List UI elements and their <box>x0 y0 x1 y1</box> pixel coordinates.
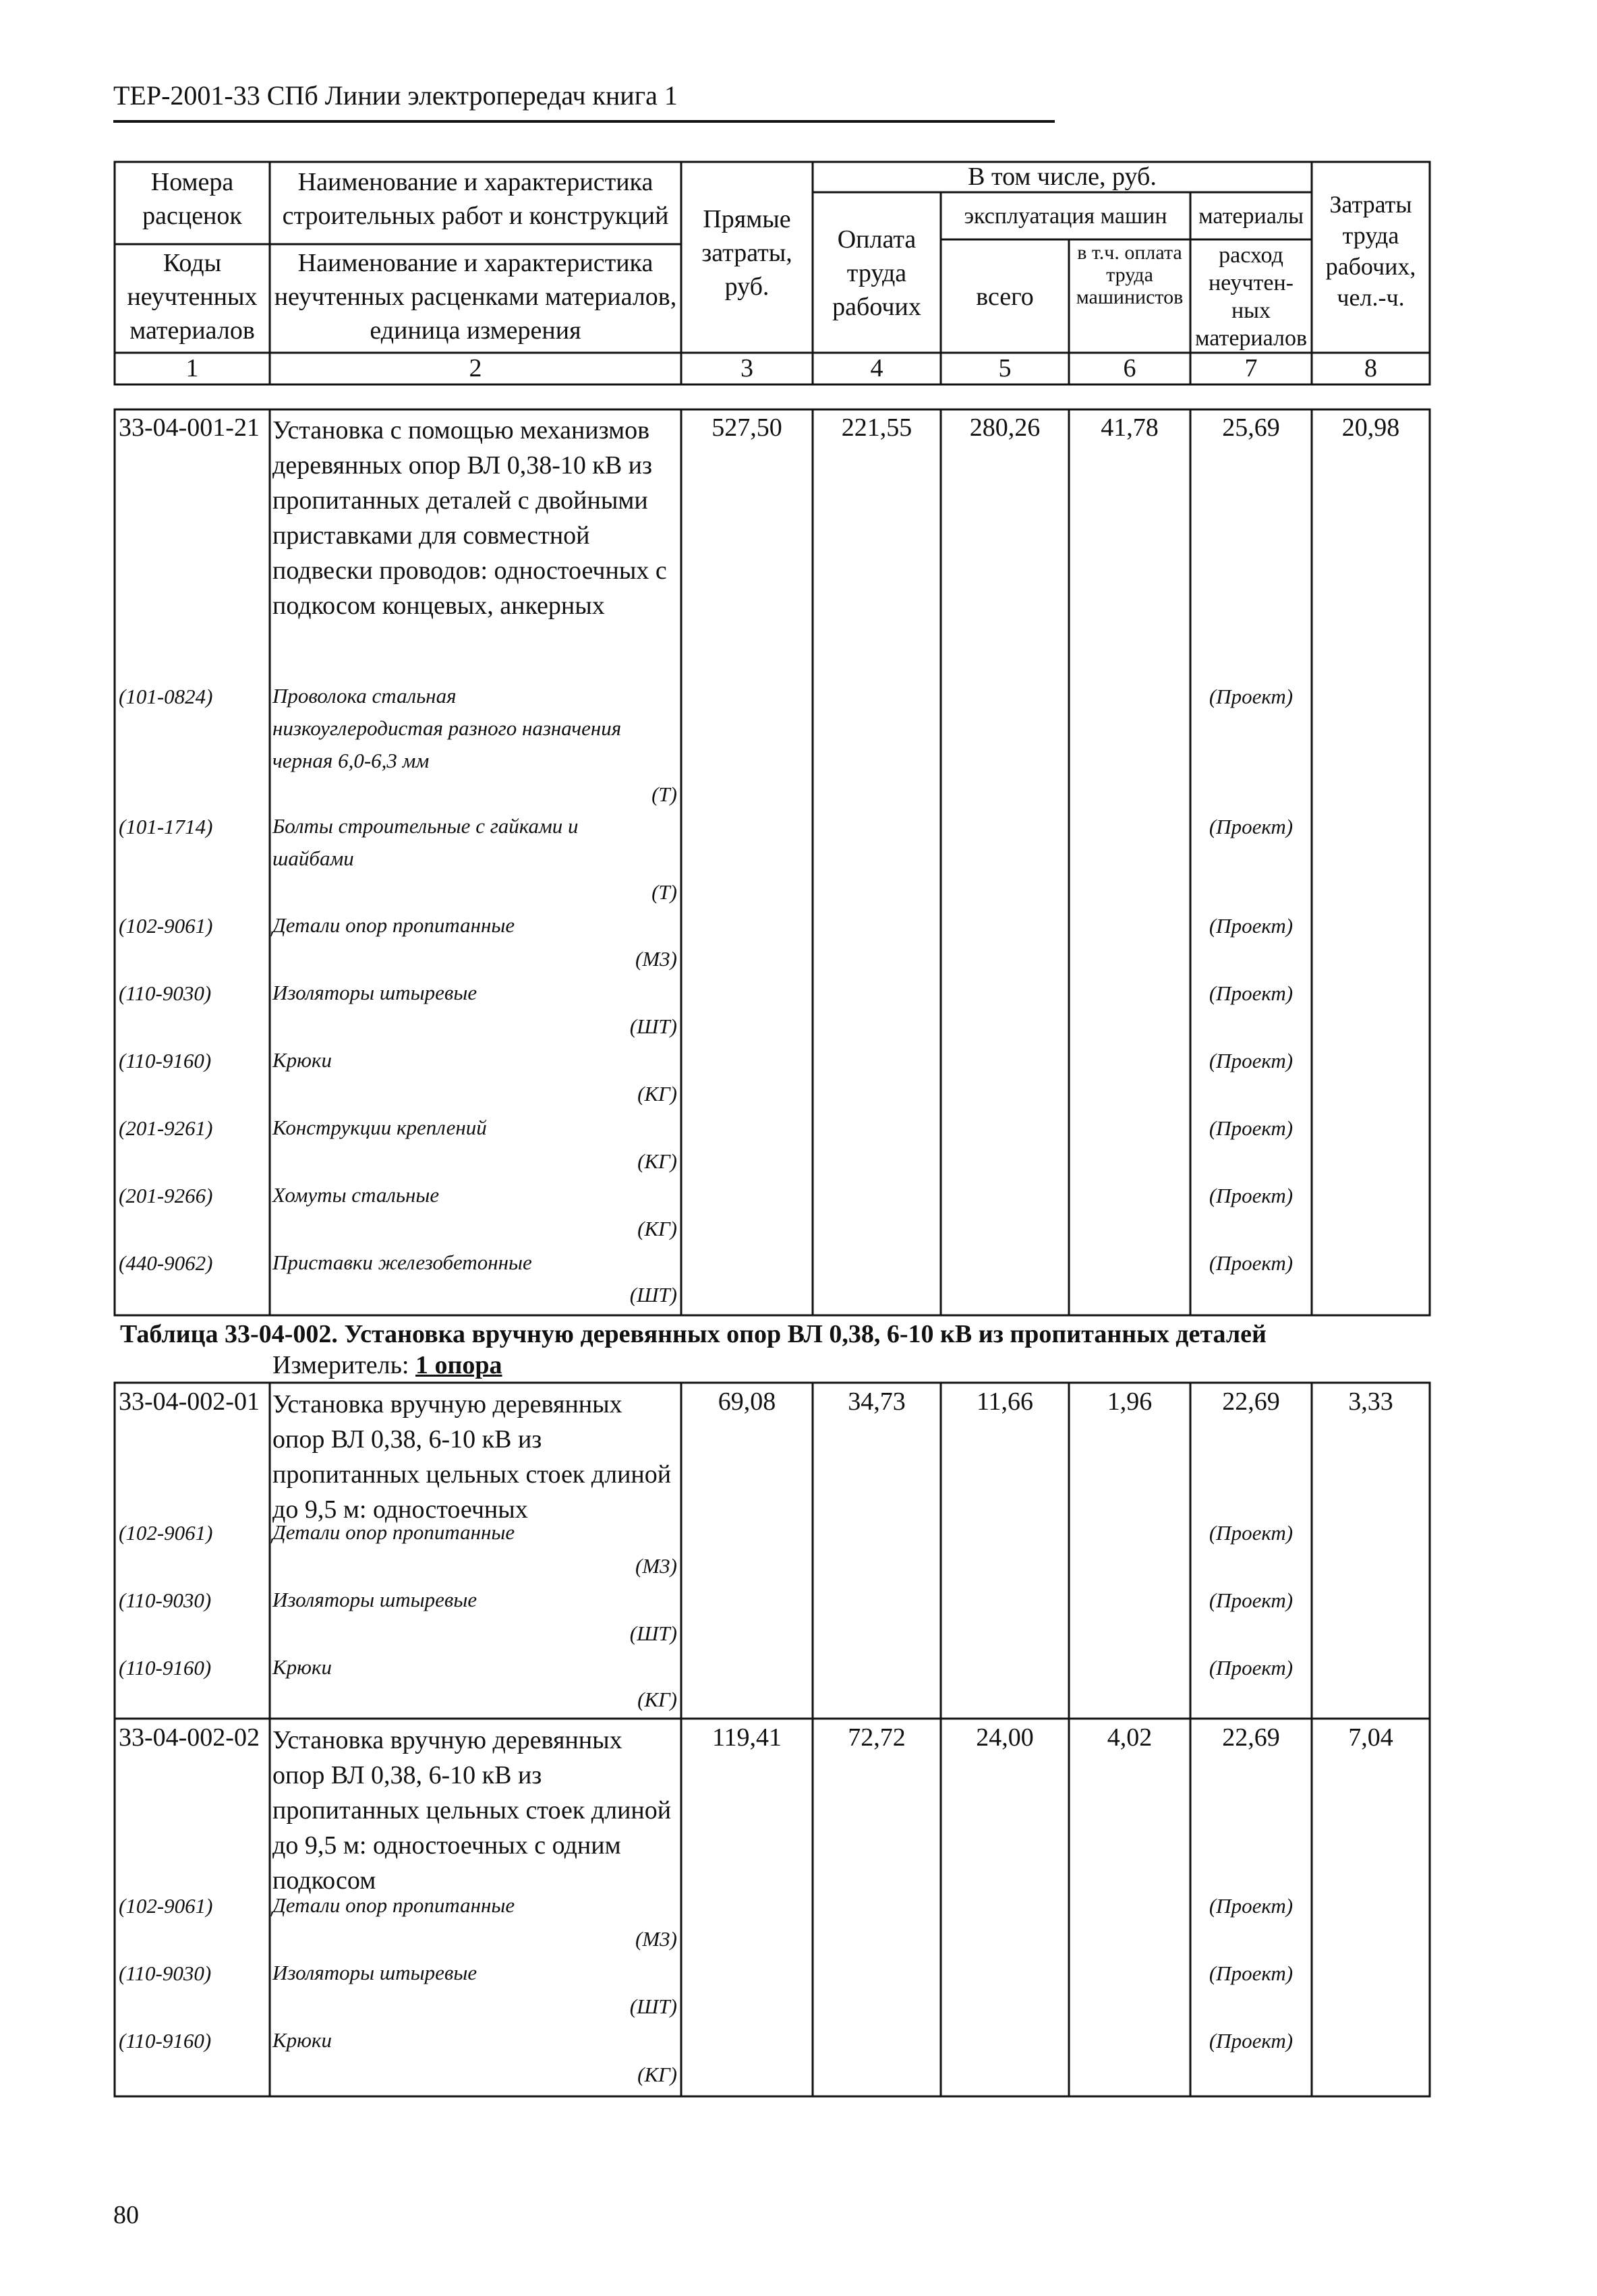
rate-code: 33-04-002-01 <box>119 1387 260 1416</box>
col-number: 2 <box>469 354 482 382</box>
rate-code: 33-04-001-21 <box>119 413 260 442</box>
material-quantity: (Проект) <box>1209 1184 1294 1207</box>
material-code: (102-9061) <box>119 1521 213 1545</box>
material-name: Болты строительные с гайками и шайбами <box>272 814 579 870</box>
labor-pay-value: 34,73 <box>848 1387 906 1416</box>
material-unit: (Т) <box>651 880 677 904</box>
material-code: (101-1714) <box>119 815 213 838</box>
group-header: В том числе, руб. <box>968 163 1157 191</box>
material-quantity: (Проект) <box>1209 1116 1294 1140</box>
material-name: Детали опор пропитанные <box>272 1893 515 1917</box>
rate-description: Установка с помощью механизмов деревянных опор ВЛ 0,38-10 кВ из пропитанных деталей с двойными приставками для совместной подвески проводов: одностоечных с подкосом концевых, анкерных <box>272 416 667 620</box>
col-1-bottom-header: Коды неучтенных материалов <box>127 249 258 345</box>
col-number: 1 <box>185 354 199 382</box>
material-quantity: (Проект) <box>1209 815 1294 838</box>
material-unit: (КГ) <box>637 1149 677 1173</box>
labor-hours-value: 3,33 <box>1348 1387 1393 1416</box>
material-name: Изоляторы штыревые <box>272 1961 477 1984</box>
material-code: (201-9266) <box>119 1184 213 1207</box>
material-unit: (ШТ) <box>629 1994 677 2018</box>
material-quantity: (Проект) <box>1209 685 1294 708</box>
col-number: 4 <box>870 354 883 382</box>
machines-total-value: 280,26 <box>969 413 1041 442</box>
material-name: Проволока стальная низкоуглеродистая разного назначения черная 6,0-6,3 мм <box>272 684 622 772</box>
table-title: Таблица 33-04-002. Установка вручную деревянных опор ВЛ 0,38, 6-10 кВ из пропитанных деталей <box>120 1320 1267 1348</box>
materials-value: 22,69 <box>1222 1387 1280 1416</box>
material-unit: (КГ) <box>637 1217 677 1240</box>
col-number: 3 <box>741 354 753 382</box>
material-unit: (ШТ) <box>629 1621 677 1645</box>
material-unit: (ШТ) <box>629 1014 677 1038</box>
rate-description: Установка вручную деревянных опор ВЛ 0,38, 6-10 кВ из пропитанных цельных стоек длиной до 9,5 м: одностоечных <box>272 1390 672 1524</box>
material-quantity: (Проект) <box>1209 1251 1294 1275</box>
material-name: Крюки <box>272 1655 332 1679</box>
material-unit: (Т) <box>651 782 677 806</box>
material-name: Детали опор пропитанные <box>272 913 515 937</box>
labor-hours-value: 20,98 <box>1341 413 1400 442</box>
material-unit: (М3) <box>635 1554 677 1578</box>
material-name: Крюки <box>272 1048 332 1072</box>
material-code: (110-9030) <box>119 1961 212 1985</box>
col-2-bottom-header: Наименование и характеристика неучтенных расценками материалов, единица измерения <box>274 249 677 345</box>
labor-pay-value: 221,55 <box>841 413 912 442</box>
material-name: Хомуты стальные <box>272 1183 440 1207</box>
material-code: (110-9030) <box>119 981 212 1005</box>
material-name: Детали опор пропитанные <box>272 1520 515 1544</box>
material-code: (110-9030) <box>119 1588 212 1612</box>
material-quantity: (Проект) <box>1209 914 1294 938</box>
machines-total-value: 11,66 <box>976 1387 1034 1416</box>
meter-line <box>272 1350 502 1380</box>
material-quantity: (Проект) <box>1209 1961 1294 1985</box>
col-3-header: Прямые затраты, руб. <box>701 205 792 301</box>
labor-pay-value: 72,72 <box>848 1723 906 1752</box>
material-code: (101-0824) <box>119 685 213 708</box>
material-quantity: (Проект) <box>1209 1521 1294 1545</box>
col-4-header: Оплата труда рабочих <box>832 225 921 321</box>
col-number: 7 <box>1244 354 1258 382</box>
material-code: (110-9160) <box>119 2029 212 2053</box>
machinist-pay-value: 41,78 <box>1101 413 1159 442</box>
material-quantity: (Проект) <box>1209 1656 1294 1680</box>
running-header: ТЕР-2001-33 СПб Линии электропередач книга 1 <box>113 80 678 111</box>
material-quantity: (Проект) <box>1209 981 1294 1005</box>
col-2-top-header: Наименование и характеристика строительных работ и конструкций <box>282 168 669 230</box>
col-number: 5 <box>998 354 1012 382</box>
material-quantity: (Проект) <box>1209 1049 1294 1072</box>
col-1-top-header: Номера расценок <box>142 168 242 230</box>
col-7-header: расход неучтен-ных материалов <box>1194 243 1308 351</box>
rate-description: Установка вручную деревянных опор ВЛ 0,38, 6-10 кВ из пропитанных цельных стоек длиной до 9,5 м: одностоечных с одним подкосом <box>272 1726 672 1895</box>
direct-cost-value: 119,41 <box>712 1723 782 1752</box>
material-unit: (КГ) <box>637 1082 677 1106</box>
material-code: (102-9061) <box>119 1894 213 1918</box>
material-name: Изоляторы штыревые <box>272 981 477 1004</box>
material-name: Крюки <box>272 2028 332 2052</box>
machinist-pay-value: 4,02 <box>1107 1723 1153 1752</box>
material-unit: (КГ) <box>637 2063 677 2086</box>
material-code: (440-9062) <box>119 1251 213 1275</box>
direct-cost-value: 69,08 <box>718 1387 776 1416</box>
page-number: 80 <box>113 2201 139 2229</box>
col-number: 8 <box>1364 354 1377 382</box>
meter-label: Измеритель: <box>272 1351 409 1379</box>
material-code: (201-9261) <box>119 1116 213 1140</box>
material-unit: (ШТ) <box>629 1283 677 1307</box>
material-quantity: (Проект) <box>1209 2029 1294 2053</box>
col-6-header: в т.ч. оплата труда машинистов <box>1076 241 1184 308</box>
machines-subheader: эксплуатация машин <box>964 204 1167 229</box>
direct-cost-value: 527,50 <box>712 413 782 442</box>
col-8-header: Затраты труда рабочих, чел.-ч. <box>1325 191 1416 311</box>
materials-subheader: материалы <box>1198 204 1304 229</box>
machinist-pay-value: 1,96 <box>1107 1387 1153 1416</box>
material-unit: (М3) <box>635 1927 677 1951</box>
col-5-header: всего <box>976 283 1034 311</box>
material-unit: (КГ) <box>637 1688 677 1711</box>
material-unit: (М3) <box>635 947 677 971</box>
labor-hours-value: 7,04 <box>1348 1723 1393 1752</box>
material-code: (110-9160) <box>119 1049 212 1072</box>
material-name: Изоляторы штыревые <box>272 1588 477 1611</box>
material-name: Приставки железобетонные <box>272 1251 532 1274</box>
materials-value: 25,69 <box>1222 413 1280 442</box>
material-name: Конструкции креплений <box>272 1116 487 1139</box>
material-code: (102-9061) <box>119 914 213 938</box>
material-code: (110-9160) <box>119 1656 212 1680</box>
material-quantity: (Проект) <box>1209 1588 1294 1612</box>
material-quantity: (Проект) <box>1209 1894 1294 1918</box>
col-number: 6 <box>1123 354 1136 382</box>
materials-value: 22,69 <box>1222 1723 1280 1752</box>
rate-code: 33-04-002-02 <box>119 1723 260 1752</box>
machines-total-value: 24,00 <box>976 1723 1034 1752</box>
meter-value: 1 опора <box>415 1351 502 1379</box>
